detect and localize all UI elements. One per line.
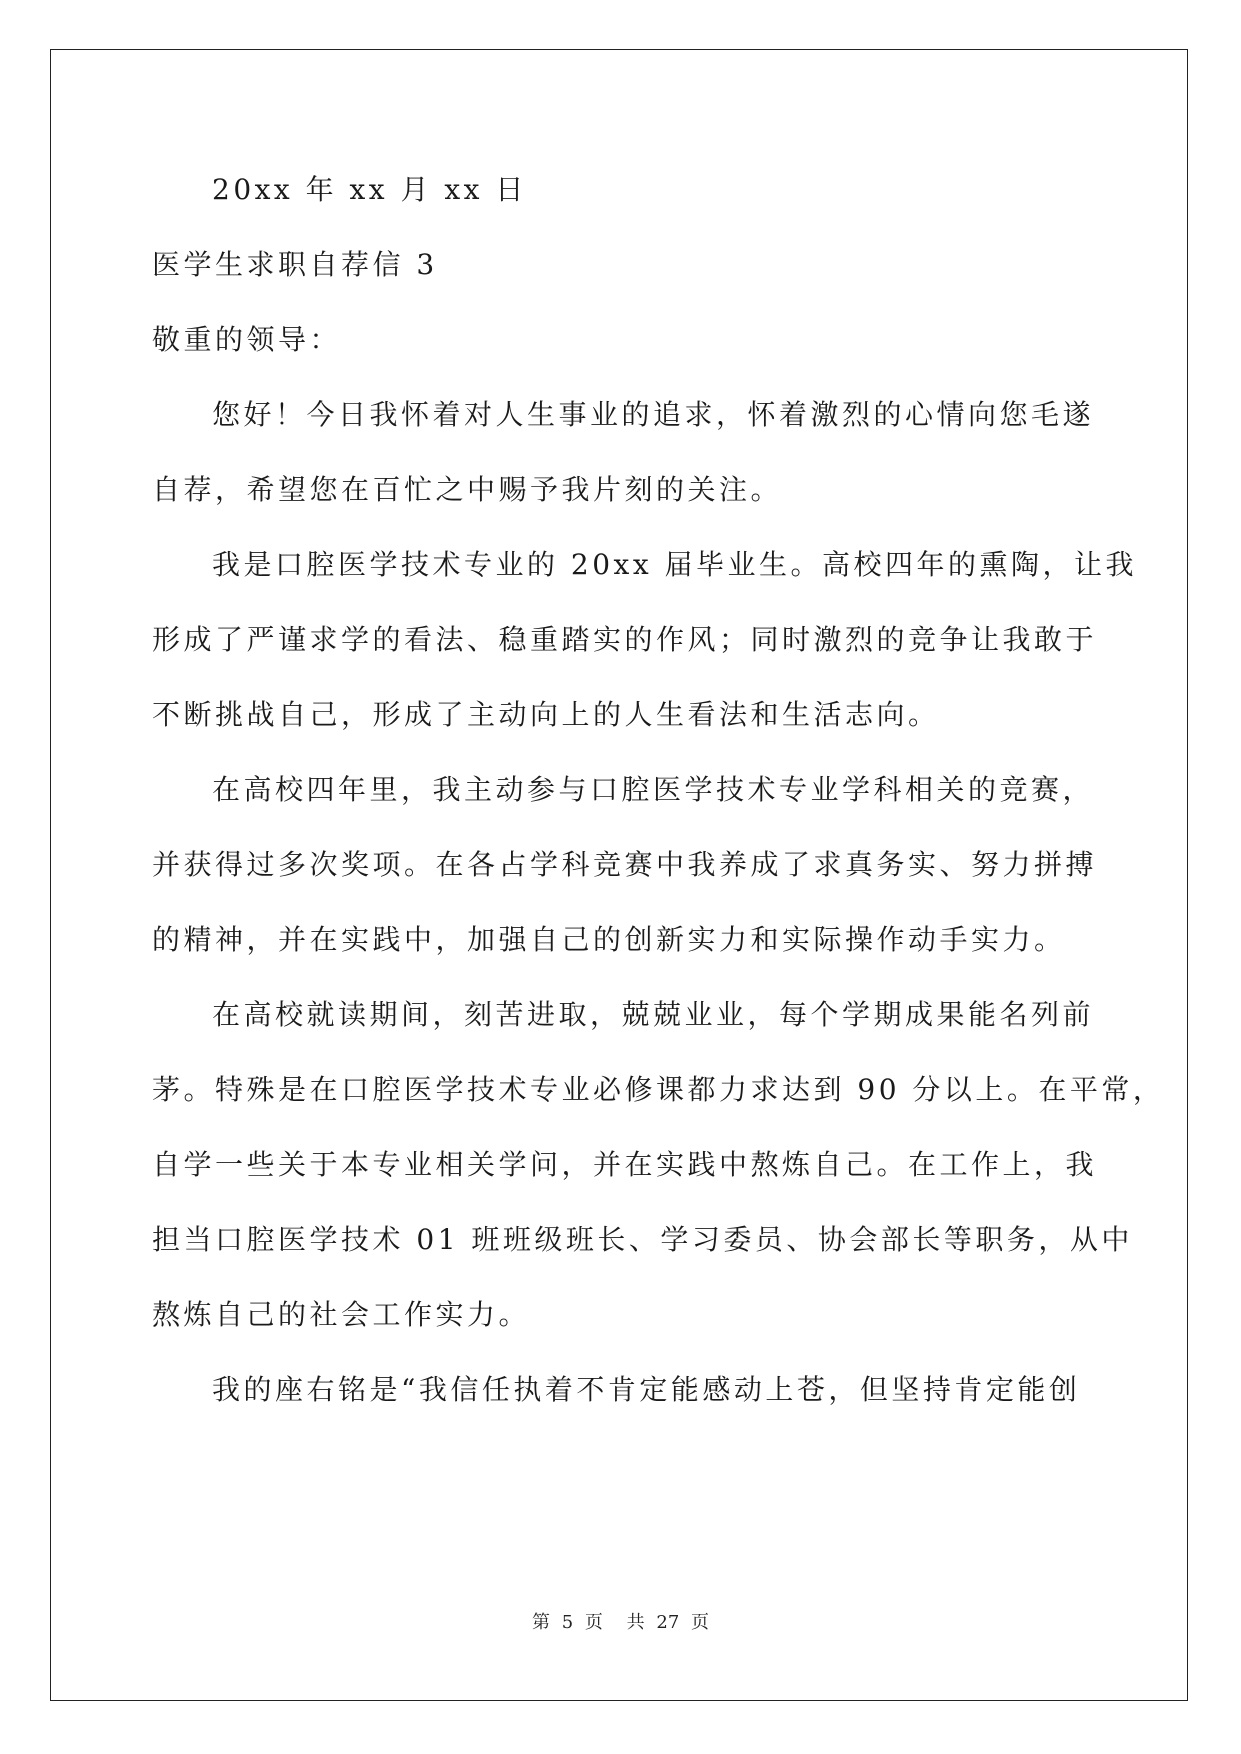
paragraph-line: 形成了严谨求学的看法、稳重踏实的作风；同时激烈的竞争让我敢于 xyxy=(152,623,1098,656)
paragraph-line: 您好！今日我怀着对人生事业的追求，怀着激烈的心情向您毛遂 xyxy=(212,398,1095,431)
date-line: 20xx 年 xx 月 xx 日 xyxy=(212,173,527,206)
page-number: 第 5 页 xyxy=(532,1612,603,1633)
paragraph-studies xyxy=(152,985,1165,1345)
paragraph-line: 熬炼自己的社会工作实力。 xyxy=(152,1298,531,1331)
paragraph-line: 在高校就读期间，刻苦进取，兢兢业业，每个学期成果能名列前 xyxy=(212,998,1095,1031)
paragraph-line: 的精神，并在实践中，加强自己的创新实力和实际操作动手实力。 xyxy=(152,923,1066,956)
paragraph-line: 茅。特殊是在口腔医学技术专业必修课都力求达到 90 分以上。在平常， xyxy=(152,1073,1165,1106)
paragraph-line: 自荐，希望您在百忙之中赐予我片刻的关注。 xyxy=(152,473,783,506)
paragraph-greeting xyxy=(152,385,1095,520)
paragraph-introduction xyxy=(152,535,1138,745)
paragraph-line: 我是口腔医学技术专业的 20xx 届毕业生。高校四年的熏陶，让我 xyxy=(212,548,1138,581)
paragraph-line: 并获得过多次奖项。在各占学科竞赛中我养成了求真务实、努力拼搏 xyxy=(152,848,1098,881)
page-total: 共 27 页 xyxy=(626,1612,709,1633)
paragraph-competitions xyxy=(152,760,1098,970)
paragraph-line: 我的座右铭是“我信任执着不肯定能感动上苍，但坚持肯定能创 xyxy=(212,1373,1081,1406)
salutation: 敬重的领导： xyxy=(152,323,342,356)
paragraph-line: 担当口腔医学技术 01 班班级班长、学习委员、协会部长等职务，从中 xyxy=(152,1223,1133,1256)
paragraph-line: 自学一些关于本专业相关学问，并在实践中熬炼自己。在工作上，我 xyxy=(152,1148,1098,1181)
paragraph-line: 不断挑战自己，形成了主动向上的人生看法和生活志向。 xyxy=(152,698,940,731)
letter-title: 医学生求职自荐信 3 xyxy=(152,248,438,281)
paragraph-line: 在高校四年里，我主动参与口腔医学技术专业学科相关的竞赛， xyxy=(212,773,1095,806)
letter-body xyxy=(152,160,1165,1420)
page-footer xyxy=(0,1611,1241,1635)
paragraph-motto xyxy=(152,1360,1087,1420)
